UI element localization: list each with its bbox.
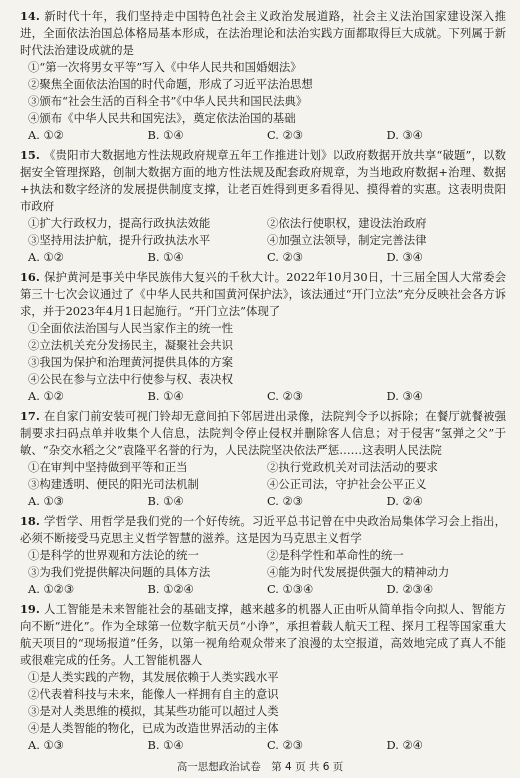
option-d: D. ③④ — [386, 250, 423, 264]
statement-1: ①全面依法治国与人民当家作主的统一性 — [28, 321, 234, 335]
question-14 — [20, 8, 506, 144]
answer-options — [28, 249, 506, 266]
question-17 — [20, 408, 506, 510]
statement-4: ④加强立法领导，制定完善法律 — [267, 233, 427, 247]
statement-2: ②依法行使职权，建设法治政府 — [267, 216, 427, 230]
statement-2: ②是科学性和革命性的统一 — [267, 548, 404, 562]
statement-4: ④是人类智能的物化，已成为改造世界活动的主体 — [28, 721, 279, 735]
question-text: 《贵阳市大数据地方性法规政府规章五年工作推进计划》以政府数据开放共享“破题”，以数据安全管理探路，创制大数据方面的地方性法规及配套政府规章，为当地政府数据+治理、数据+执法和数字经济的发展提供制度支撑，让老百姓得到更多看得见、摸得着的实惠。这表明贵阳市政府 — [20, 148, 506, 213]
statement-3: ③坚持用法护航，提升行政执法水平 — [28, 233, 211, 247]
statement-1: ①“第一次将男女平等”写入《中华人民共和国婚姻法》 — [28, 60, 302, 74]
option-b: B. ①④ — [147, 250, 184, 264]
statement-3: ③是对人类思维的模拟，其某些功能可以超过人类 — [28, 704, 279, 718]
answer-options — [28, 388, 506, 405]
question-18 — [20, 513, 506, 598]
page-footer: 高一思想政治试卷 第 4 页 共 6 页 — [176, 761, 344, 773]
answer-options — [28, 737, 506, 754]
question-text: 人工智能是未来智能社会的基础支撑，越来越多的机器人正由听从简单指令向拟人、智能方向不断“进化”。作为全球第一位数字航天员“小诤”，承担着载人航天工程、探月工程等国家重大航天项目的“现场报道”任务，以第一视角给观众带来了浪漫的太空报道，高效地完成了真人不能或很难完成的任务。人工智能机器人 — [20, 602, 506, 667]
statement-2: ②立法机关充分发扬民主，凝聚社会共识 — [28, 338, 234, 352]
option-a: A. ①②③ — [28, 582, 75, 596]
question-stem — [20, 147, 506, 215]
statement-2: ②聚焦全面依法治国的时代命题，形成了习近平法治思想 — [28, 77, 313, 91]
question-number: 14. — [20, 9, 40, 23]
statement-2: ②执行党政机关对司法活动的要求 — [267, 460, 438, 474]
statement-4: ④能为时代发展提供强大的精神动力 — [267, 565, 450, 579]
option-a: A. ①② — [28, 250, 64, 264]
statement-3: ③为我们党提供解决问题的具体方法 — [28, 565, 211, 579]
question-text: 新时代十年，我们坚持走中国特色社会主义政治发展道路，社会主义法治国家建设深入推进，全面依法治国总体格局基本形成，在法治理论和法治实践方面都取得巨大成就。下列属于新时代法治建设成就的是 — [20, 9, 506, 57]
answer-options — [28, 493, 506, 510]
statement-1: ①扩大行政权力，提高行政执法效能 — [28, 216, 211, 230]
question-number: 19. — [20, 602, 40, 616]
option-c: C. ②③ — [267, 494, 303, 508]
question-stem — [20, 408, 506, 459]
option-c: C. ②③ — [267, 389, 303, 403]
statement-1: ①是科学的世界观和方法论的统一 — [28, 548, 199, 562]
statement-3: ③颁布“社会生活的百科全书”《中华人民共和国民法典》 — [28, 94, 308, 108]
statement-4: ④颁布《中华人民共和国宪法》，奠定依法治国的基础 — [28, 111, 296, 125]
statement-3: ③构建透明、便民的阳光司法机制 — [28, 477, 199, 491]
answer-options — [28, 581, 506, 598]
statement-grid — [28, 547, 506, 581]
question-stem — [20, 513, 506, 547]
statement-4: ④公正司法，守护社会公平正义 — [267, 477, 427, 491]
option-a: A. ①② — [28, 128, 64, 142]
question-text: 学哲学、用哲学是我们党的一个好传统。习近平总书记曾在中央政治局集体学习会上指出，必须不断接受马克思主义哲学智慧的滋养。这是因为马克思主义哲学 — [20, 514, 506, 545]
statement-1: ①是人类实践的产物，其发展依赖于人类实践水平 — [28, 670, 279, 684]
option-c: C. ①③④ — [267, 582, 314, 596]
question-text: 在自家门前安装可视门铃却无意间拍下邻居进出录像，法院判令予以拆除；在餐厅就餐被强制要求扫码点单并收集个人信息，法院判令停止侵权并删除客人信息；对于侵害“氢弹之父”于敏、“杂交水稻之父”袁隆平名誉的行为，人民法院坚决依法严惩……这表明人民法院 — [20, 409, 506, 457]
question-16 — [20, 269, 506, 405]
option-b: B. ①④ — [147, 128, 184, 142]
option-d: D. ②③④ — [386, 582, 434, 596]
statement-grid — [28, 459, 506, 493]
question-number: 16. — [20, 270, 40, 284]
question-number: 15. — [20, 148, 40, 162]
statement-1: ①在审判中坚持做到平等和正当 — [28, 460, 188, 474]
question-stem — [20, 269, 506, 320]
statement-3: ③我国为保护和治理黄河提供具体的方案 — [28, 355, 234, 369]
question-number: 18. — [20, 514, 40, 528]
option-a: A. ①② — [28, 389, 64, 403]
option-b: B. ①④ — [147, 389, 184, 403]
statement-4: ④公民在参与立法中行使参与权、表决权 — [28, 372, 234, 386]
statement-grid — [28, 215, 506, 249]
option-a: A. ①③ — [28, 738, 64, 752]
option-b: B. ①②④ — [147, 582, 194, 596]
option-c: C. ②③ — [267, 738, 303, 752]
statement-2: ②代表着科技与未来，能像人一样拥有自主的意识 — [28, 687, 279, 701]
question-number: 17. — [20, 409, 40, 423]
option-d: D. ③④ — [386, 389, 423, 403]
option-d: D. ②④ — [386, 738, 423, 752]
question-15 — [20, 147, 506, 266]
option-d: D. ②④ — [386, 494, 423, 508]
option-c: C. ②③ — [267, 128, 303, 142]
question-stem — [20, 601, 506, 669]
option-c: C. ②③ — [267, 250, 303, 264]
question-stem — [20, 8, 506, 59]
answer-options — [28, 127, 506, 144]
option-d: D. ③④ — [386, 128, 423, 142]
option-b: B. ①④ — [147, 738, 184, 752]
option-a: A. ①③ — [28, 494, 64, 508]
option-b: B. ①④ — [147, 494, 184, 508]
question-19 — [20, 601, 506, 754]
question-text: 保护黄河是事关中华民族伟大复兴的千秋大计。2022年10月30日，十三届全国人大常委会第三十七次会议通过了《中华人民共和国黄河保护法》，该法通过“开门立法”充分反映社会各方诉求，并于2023年4月1日起施行。“开门立法”体现了 — [20, 270, 506, 318]
